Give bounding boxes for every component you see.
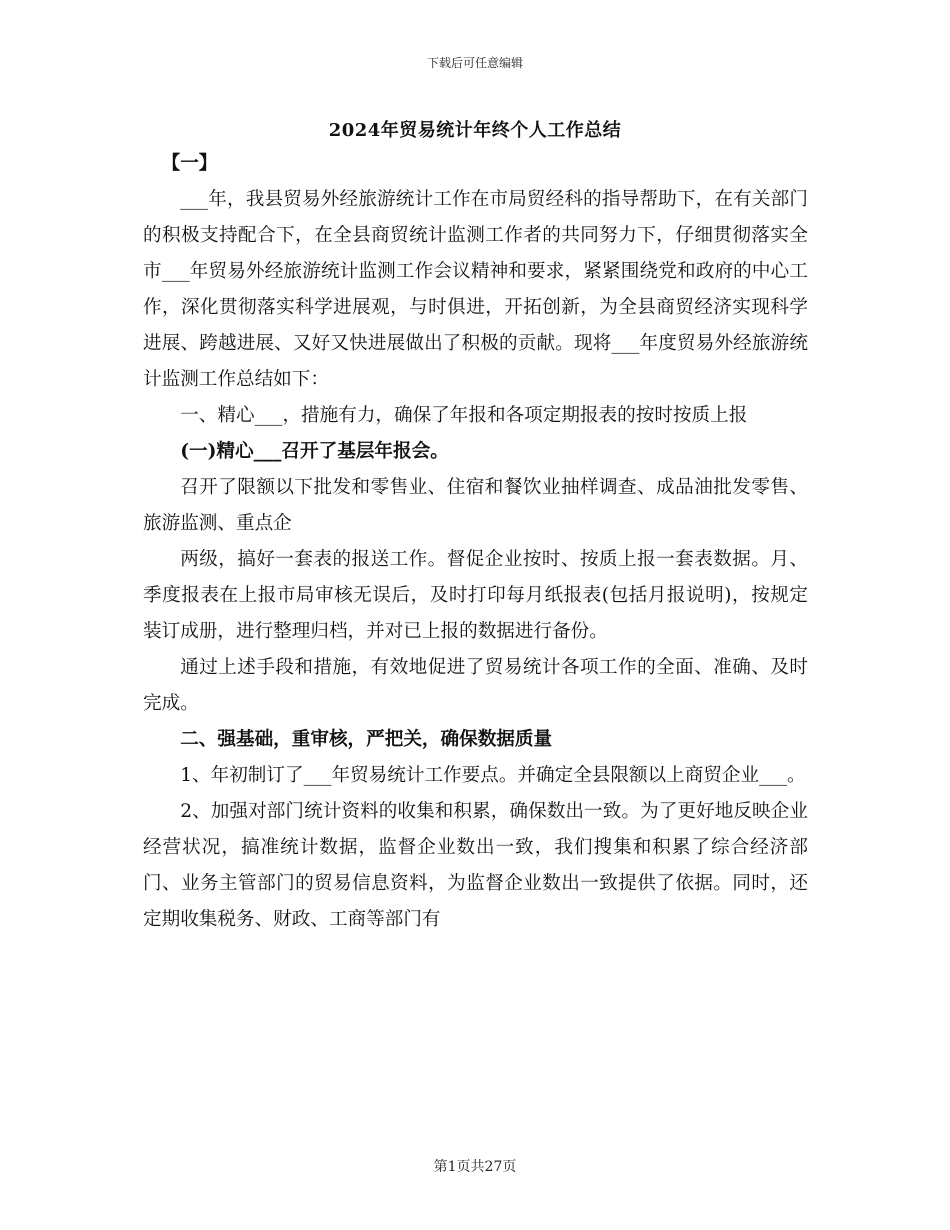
page-number: 第1页共27页: [433, 1159, 517, 1175]
paragraph-intro: ___年，我县贸易外经旅游统计工作在市局贸经科的指导帮助下，在有关部门的积极支持配合下，在全县商贸统计监测工作者的共同努力下，仔细贯彻落实全市___年贸易外经旅游统计监测工作会议精神和要求，紧紧围绕党和政府的中心工作，深化贯彻落实科学进展观，与时俱进，开拓创新，为全县商贸经济实现科学进展、跨越进展、又好又快进展做出了积极的贡献。现将___年度贸易外经旅游统计监测工作总结如下：: [143, 189, 808, 390]
paragraph-meeting: 召开了限额以下批发和零售业、住宿和餐饮业抽样调查、成品油批发零售、旅游监测、重点企: [143, 477, 808, 534]
page-header-note: 下载后可任意编辑: [426, 56, 523, 70]
section-mark: 【一】: [161, 153, 218, 174]
paragraph-item-2: 2、加强对部门统计资料的收集和积累，确保数出一致。为了更好地反映企业经营状况，搞准统计数据，监督企业数出一致，我们搜集和积累了综合经济部门、业务主管部门的贸易信息资料，为监督企业数出一致提供了依据。同时，还定期收集税务、财政、工商等部门有: [143, 801, 808, 930]
paragraph-subheading-1: (一)精心___召开了基层年报会。: [180, 441, 449, 462]
document-title: 2024年贸易统计年终个人工作总结: [328, 120, 622, 141]
paragraph-effect: 通过上述手段和措施，有效地促进了贸易统计各项工作的全面、准确、及时完成。: [143, 657, 808, 714]
paragraph-heading-2: 二、强基础，重审核，严把关，确保数据质量: [180, 729, 553, 750]
paragraph-report-submission: 两级，搞好一套表的报送工作。督促企业按时、按质上报一套表数据。月、季度报表在上报市局审核无误后，及时打印每月纸报表(包括月报说明)，按规定装订成册，进行整理归档，并对已上报的数据进行备份。: [143, 549, 808, 642]
paragraph-heading-1: 一、精心___，措施有力，确保了年报和各项定期报表的按时按质上报: [180, 405, 748, 426]
paragraph-item-1: 1、年初制订了___年贸易统计工作要点。并确定全县限额以上商贸企业___。: [180, 765, 806, 786]
document-body: [143, 146, 808, 938]
